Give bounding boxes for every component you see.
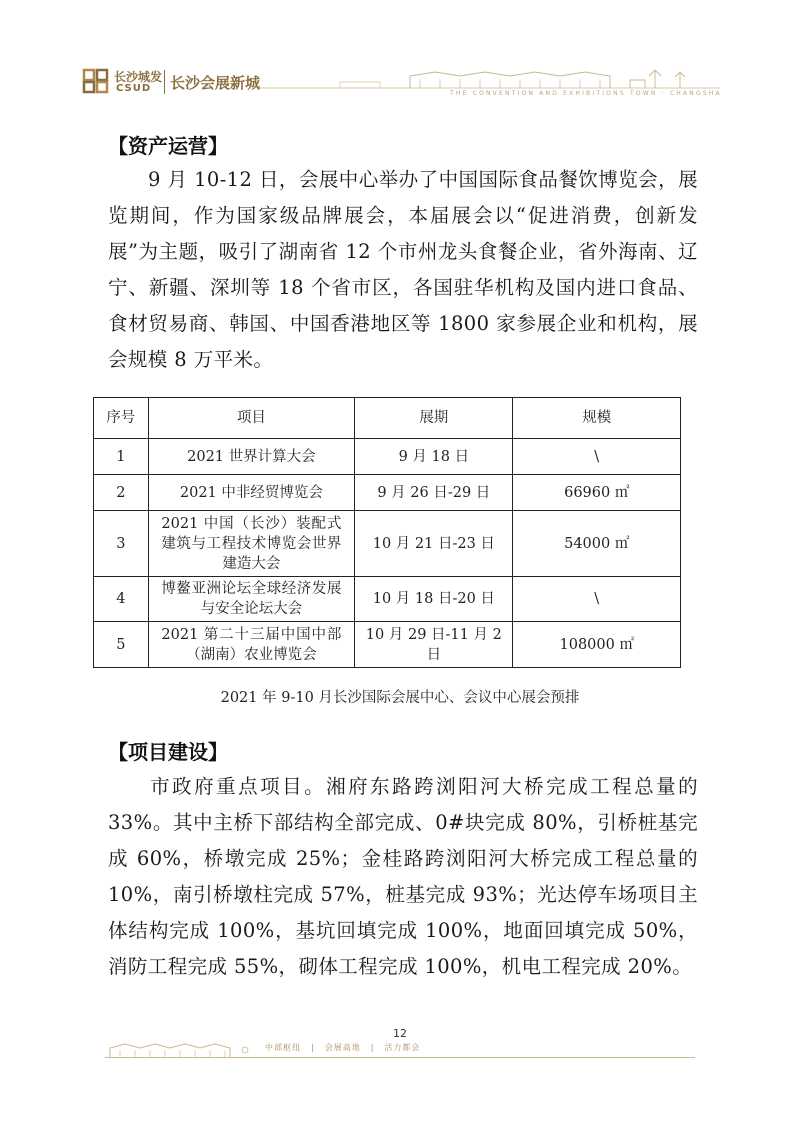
logo-divider [164, 70, 165, 94]
cell-date: 9 月 26 日-29 日 [355, 475, 513, 511]
table-row [94, 511, 681, 577]
cell-item-text: 2021 中非经贸博览会 [179, 484, 323, 501]
cell-scale: \ [513, 439, 681, 475]
table-row [94, 577, 681, 622]
footer-building-illustration [105, 1036, 255, 1058]
cell-date: 10 月 18 日-20 日 [355, 577, 513, 622]
cell-item-text: 博鳌亚洲论坛全球经济发展与安全论坛大会 [161, 581, 342, 617]
skyline-illustration [260, 58, 720, 94]
table-row [94, 475, 681, 511]
cell-item [148, 511, 355, 577]
page-footer [105, 1036, 695, 1060]
header-date: 展期 [355, 398, 513, 439]
section-heading-asset-ops: 【资产运营】 [108, 134, 228, 158]
header-title: 长沙会展新城 [170, 74, 261, 92]
slogan-separator: | [370, 1043, 375, 1052]
cell-scale: 108000 ㎡ [513, 622, 681, 668]
cell-no: 4 [94, 577, 149, 622]
cell-item-text: 2021 中国（长沙）装配式建筑与工程技术博览会世界建造大会 [161, 515, 342, 572]
cell-scale: 66960 ㎡ [513, 475, 681, 511]
project-text: 市政府重点项目。湘府东路跨浏阳河大桥完成工程总量的 33%。其中主桥下部结构全部完成、0#块完成 80%，引桥桩基完成 60%，桥墩完成 25%；金桂路跨浏阳河大桥完成工程总量的 10%，南引桥墩柱完成 57%，桩基完成 93%；光达停车场项目主体结构完成 100%，基坑回填完成 100%，地面回填完成 50%，消防工程完成 55%，砌体工程完成 100%，机电工程完成 20%。 [108, 775, 698, 978]
table-row [94, 439, 681, 475]
header-tagline: THE CONVENTION AND EXHIBITIONS TOWN · CHANGSHA [450, 90, 722, 97]
project-paragraph [108, 769, 698, 985]
cell-item [148, 475, 355, 511]
cell-scale: 54000 ㎡ [513, 511, 681, 577]
logo-en-text: CSUD [116, 83, 152, 94]
asset-ops-paragraph [108, 162, 698, 378]
cell-item-text: 2021 世界计算大会 [187, 448, 316, 465]
cell-date: 10 月 21 日-23 日 [355, 511, 513, 577]
slogan-highland: 会展高地 [324, 1043, 361, 1052]
header-scale: 规模 [513, 398, 681, 439]
asset-ops-text: 9 月 10-12 日，会展中心举办了中国国际食品餐饮博览会，展览期间，作为国家级品牌展会，本届展会以“促进消费，创新发展”为主题，吸引了湖南省 12 个市州龙头食餐企业，省外海南、辽宁、新疆、深圳等 18 个省市区，各国驻华机构及国内进口食品、食材贸易商、韩国、中国香港地区等 1800 家参展企业和机构，展会规模 8 万平米。 [108, 168, 698, 371]
page-number: 12 [393, 1027, 407, 1040]
logo-cn-text: 长沙城发 [114, 70, 163, 84]
section-heading-project: 【项目建设】 [108, 740, 228, 764]
slogan-separator: | [311, 1043, 315, 1052]
csud-logo-icon [82, 68, 110, 94]
table-row [94, 622, 681, 668]
cell-item [148, 439, 355, 475]
cell-no: 1 [94, 439, 149, 475]
header-no: 序号 [94, 398, 149, 439]
table-header-row [94, 398, 681, 439]
footer-slogans [260, 1042, 425, 1053]
slogan-hub: 中部枢纽 [265, 1043, 301, 1052]
cell-scale: \ [513, 577, 681, 622]
cell-item [148, 577, 355, 622]
cell-no: 2 [94, 475, 149, 511]
cell-date: 9 月 18 日 [355, 439, 513, 475]
cell-no: 5 [94, 622, 149, 668]
cell-no: 3 [94, 511, 149, 577]
header-item: 项目 [148, 398, 355, 439]
table-caption: 2021 年 9-10 月长沙国际会展中心、会议中心展会预排 [220, 690, 580, 706]
cell-item-text: 2021 第二十三届中国中部（湖南）农业博览会 [161, 626, 342, 663]
exhibition-schedule-table [93, 397, 681, 668]
cell-date: 10 月 29 日-11 月 2 日 [355, 622, 513, 668]
page-header [80, 58, 720, 108]
slogan-metropolis: 活力都会 [384, 1043, 421, 1052]
cell-item [148, 622, 355, 668]
footer-divider [105, 1057, 695, 1058]
